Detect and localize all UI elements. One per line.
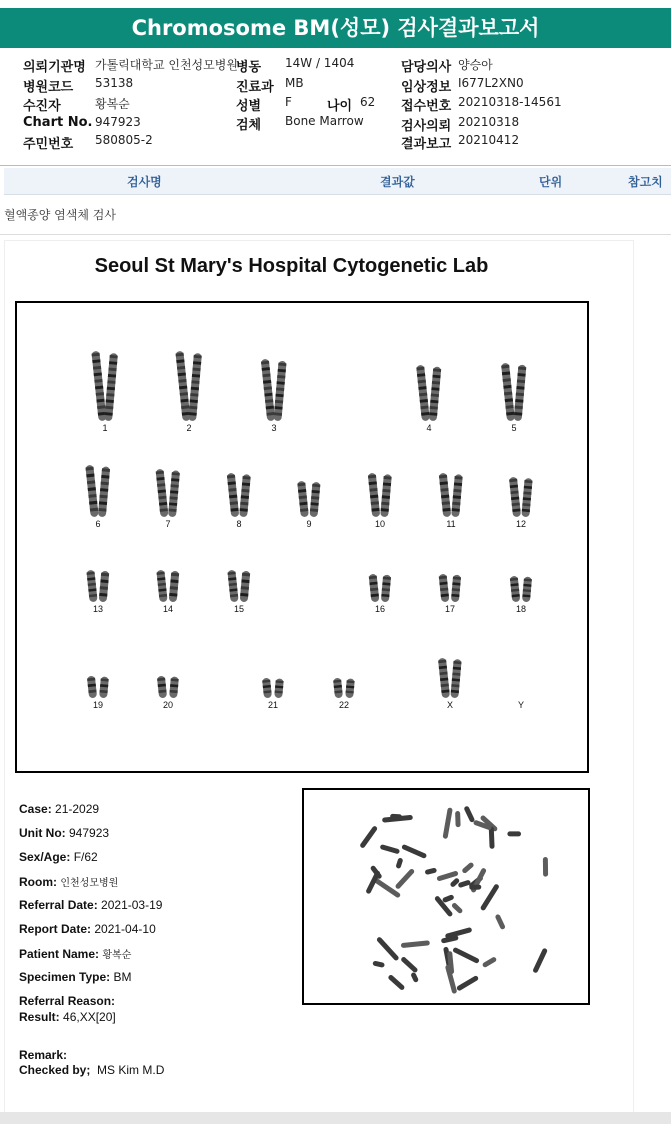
chromosome-pair-9 [297,481,320,518]
metaphase-chromosome [458,879,472,888]
chromosome-pair-10 [368,473,392,518]
chromosome-label: 3 [271,423,277,433]
metaphase-chromosome [401,940,430,948]
room-value: 인천성모병원 [60,878,119,889]
chromosome-label: 15 [233,604,244,614]
chromosome-pair-22 [333,678,355,699]
info-value-receipt-no: 20210318-14561 [458,95,562,109]
metaphase-chromosome [452,947,480,964]
result-table-header [4,168,671,195]
metaphase-chromosome [463,805,475,823]
chromosome-pair-14 [156,570,179,603]
unit-value: 947923 [69,826,110,840]
checked-by-label: Checked by; [19,1063,91,1077]
column-header-reference[interactable]: 참고치 [628,175,663,189]
info-label-clinical-info: 임상정보 [401,80,452,95]
sexage-label: Sex/Age: [19,850,71,864]
chromosome-pair-X [438,658,462,699]
chromosome-label: 5 [511,423,517,433]
chromosome-label: 1 [102,423,108,433]
chromosome-label: 2 [186,423,192,433]
report-date-line [19,922,156,936]
patient-info-panel [0,52,671,164]
info-label-sex: 성별 [236,99,262,114]
info-label-specimen: 검체 [236,118,262,133]
info-value-hospital-code: 53138 [95,76,134,90]
sexage-value: F/62 [73,850,98,864]
chromosome-label: 16 [374,604,385,614]
info-value-chart-no: 947923 [95,115,141,129]
chromosome-pair-19 [87,676,109,699]
chromosome-label: 13 [92,604,103,614]
info-value-clinical-info: I677L2XN0 [458,76,524,90]
column-header-test[interactable]: 검사명 [127,175,162,189]
metaphase-chromosome [456,975,479,992]
unit-label: Unit No: [19,826,66,840]
section-label: 혈액종양 염색체 검사 [4,208,116,222]
chromosome-pair-11 [439,473,463,518]
info-value-ward: 14W / 1404 [285,56,355,70]
sexage-line [19,850,98,864]
chromosome-label: 19 [92,700,103,710]
chromosome-pair-4 [416,365,441,422]
info-label-patient: 수진자 [23,99,61,114]
chromosome-label: 8 [236,519,242,529]
metaphase-chromosome [395,857,403,869]
divider [0,165,671,166]
referral-date-line [19,898,162,912]
result-line [19,1010,116,1024]
metaphase-chromosome [461,862,474,875]
chromosome-label: 10 [374,519,385,529]
metaphase-chromosome [532,948,548,974]
metaphase-chromosome [445,927,473,939]
chromosome-pair-16 [369,574,392,603]
info-label-report-date: 결과보고 [401,137,452,152]
patient-name-line [19,946,131,961]
checked-by-line [19,1063,164,1077]
metaphase-chromosome [380,844,401,854]
metaphase-chromosome [451,902,464,914]
metaphase-chromosome [390,814,402,820]
chromosome-pair-13 [86,570,109,603]
metaphase-chromosome [372,960,385,967]
info-value-sex: F [285,95,292,109]
specimen-value: BM [113,970,132,984]
info-label-request-date: 검사의뢰 [401,119,452,134]
info-label-institution: 의뢰기관명 [23,60,86,75]
chromosome-pair-3 [261,359,287,421]
info-value-request-date: 20210318 [458,115,520,129]
info-label-doctor: 담당의사 [401,60,452,75]
chromosome-label: 17 [444,604,455,614]
chromosome-label: X [446,700,453,710]
room-line [19,874,118,889]
chromosome-pair-21 [262,678,284,699]
patient-name-label: Patient Name: [19,947,100,961]
result-label: Result: [19,1010,60,1024]
chromosome-label: Y [517,700,524,710]
chromosome-label: 6 [95,519,101,529]
metaphase-chromosome [376,936,400,961]
info-label-age: 나이 [327,99,353,114]
metaphase-chromosome [507,831,521,836]
specimen-label: Specimen Type: [19,970,111,984]
chromosome-label: 4 [426,423,432,433]
metaphase-chromosome [442,807,452,839]
remark-label: Remark: [19,1048,68,1062]
result-value: 46,XX[20] [63,1010,116,1024]
chromosome-label: 9 [306,519,312,529]
chromosome-pair-2 [175,351,202,421]
chromosome-label: 11 [446,519,456,529]
report-date-label: Report Date: [19,922,92,936]
referral-date-label: Referral Date: [19,898,98,912]
info-value-age: 62 [360,95,376,109]
chromosome-label: 21 [267,700,278,710]
metaphase-spread-image [304,790,588,1003]
info-label-hospital-code: 병원코드 [23,80,74,95]
chromosome-label: 12 [515,519,526,529]
metaphase-spread-panel [302,788,590,1005]
chromosome-pair-12 [509,477,533,518]
chromosome-pair-20 [157,676,179,699]
column-header-result[interactable]: 결과값 [380,175,415,189]
metaphase-chromosome [401,844,427,859]
info-label-chart-no: Chart No. [23,115,93,130]
info-label-resident-no: 주민번호 [23,137,74,152]
chromosome-pair-17 [439,574,462,603]
report-title-bar [0,8,671,48]
case-value: 21-2029 [55,802,100,816]
info-label-receipt-no: 접수번호 [401,99,452,114]
info-value-doctor: 양승아 [458,58,493,72]
chromosome-label: 22 [338,700,349,710]
metaphase-chromosome [469,885,481,890]
room-label: Room: [19,875,57,889]
chromosome-label: 14 [162,604,173,614]
metaphase-chromosome [359,825,378,849]
patient-name-value: 황복순 [102,950,132,961]
chromosome-pair-6 [85,465,110,518]
info-value-patient: 황복순 [95,97,130,111]
info-label-ward: 병동 [236,60,262,75]
unit-line [19,826,109,840]
referral-reason-label: Referral Reason: [19,994,116,1008]
divider [0,234,671,235]
info-value-resident-no: 580805-2 [95,133,153,147]
metaphase-chromosome [387,974,405,991]
info-value-department: MB [285,76,304,90]
metaphase-chromosome [425,867,438,875]
chromosome-pair-15 [227,570,250,603]
checked-by-value: MS Kim M.D [97,1063,165,1077]
info-value-specimen: Bone Marrow [285,114,364,128]
specimen-line [19,970,131,984]
chromosome-pair-18 [510,576,532,603]
chromosome-pair-5 [501,363,526,422]
page-footer-bar [0,1112,671,1124]
chromosome-pair-8 [227,473,251,518]
chromosome-label: 18 [515,604,526,614]
info-value-report-date: 20210412 [458,133,520,147]
metaphase-chromosome [410,972,419,983]
chromosome-label: 7 [165,519,171,529]
referral-date-value: 2021-03-19 [101,898,163,912]
metaphase-chromosome [482,956,498,968]
chromosome-pair-1 [91,351,118,421]
metaphase-chromosome [442,894,455,903]
lab-title: Seoul St Mary's Hospital Cytogenetic Lab [94,255,489,277]
case-label: Case: [19,802,52,816]
metaphase-chromosome [480,883,500,911]
report-date-value: 2021-04-10 [94,922,156,936]
referral-reason-line [19,994,115,1008]
remark-line [19,1048,67,1062]
metaphase-chromosome [543,857,548,877]
case-line [19,802,99,816]
page-title: Chromosome BM(성모) 검사결과보고서 [131,16,540,40]
metaphase-chromosome [400,956,418,973]
metaphase-chromosome [455,811,461,827]
chromosome-pair-7 [156,469,181,518]
metaphase-chromosome [495,914,506,931]
info-value-institution: 가톨릭대학교 인천성모병원 [95,58,238,72]
info-label-department: 진료과 [236,80,274,95]
metaphase-chromosome [395,868,416,890]
column-header-unit[interactable]: 단위 [539,175,563,189]
chromosome-label: 20 [162,700,173,710]
